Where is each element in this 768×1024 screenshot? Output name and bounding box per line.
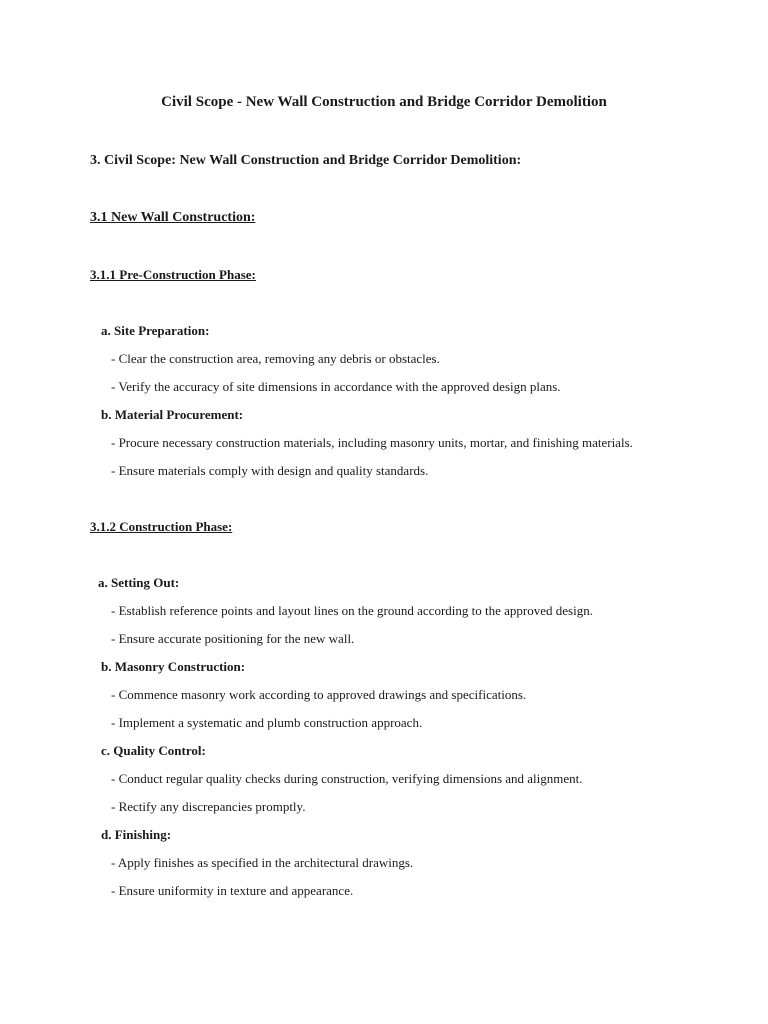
list-item: - Apply finishes as specified in the architectural drawings. <box>111 855 414 870</box>
subsection-heading: 3.1 New Wall Construction: <box>90 210 256 225</box>
list-item: - Ensure uniformity in texture and appearance. <box>111 883 354 898</box>
construction-group-label: a. Setting Out: <box>98 575 180 590</box>
construction-group-label: c. Quality Control: <box>101 743 206 758</box>
pre-construction-heading: 3.1.1 Pre-Construction Phase: <box>90 267 256 282</box>
list-item: - Commence masonry work according to approved drawings and specifications. <box>111 687 527 702</box>
section-heading: 3. Civil Scope: New Wall Construction and Bridge Corridor Demolition: <box>90 153 522 168</box>
construction-group-label: b. Masonry Construction: <box>101 659 246 674</box>
construction-group-label: d. Finishing: <box>101 827 172 842</box>
list-item: - Procure necessary construction materials, including masonry units, mortar, and finishing materials. <box>111 435 633 450</box>
list-item: - Verify the accuracy of site dimensions in accordance with the approved design plans. <box>111 379 561 394</box>
list-item: - Clear the construction area, removing any debris or obstacles. <box>111 351 440 366</box>
list-item: - Rectify any discrepancies promptly. <box>111 799 306 814</box>
list-item: - Implement a systematic and plumb construction approach. <box>111 715 423 730</box>
list-item: - Ensure materials comply with design and quality standards. <box>111 463 429 478</box>
pre-construction-group-label: a. Site Preparation: <box>101 323 210 338</box>
construction-heading: 3.1.2 Construction Phase: <box>90 519 233 534</box>
pre-construction-group-label: b. Material Procurement: <box>101 407 244 422</box>
list-item: - Ensure accurate positioning for the new wall. <box>111 631 355 646</box>
list-item: - Establish reference points and layout lines on the ground according to the approved design. <box>111 603 593 618</box>
list-item: - Conduct regular quality checks during construction, verifying dimensions and alignment. <box>111 771 583 786</box>
document-title: Civil Scope - New Wall Construction and Bridge Corridor Demolition <box>161 94 607 110</box>
